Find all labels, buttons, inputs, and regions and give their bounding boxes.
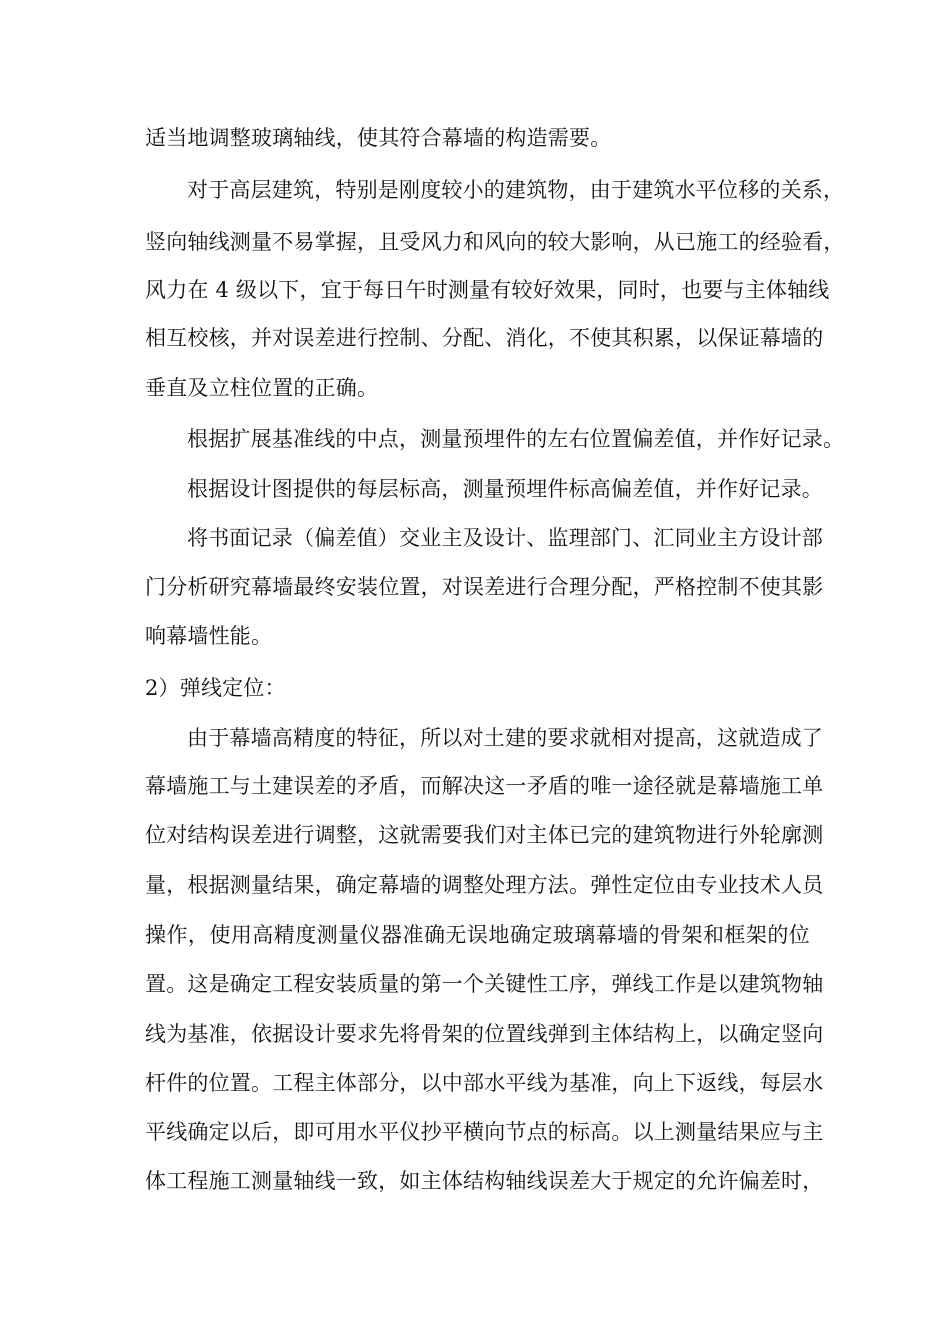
paragraph-line: 线为基准，依据设计要求先将骨架的位置线弹到主体结构上，以确定竖向 (145, 1022, 824, 1046)
paragraph-line: 位对结构误差进行调整，这就需要我们对主体已完的建筑物进行外轮廓测 (145, 823, 824, 847)
paragraph-line: 平线确定以后，即可用水平仪抄平横向节点的标高。以上测量结果应与主 (145, 1120, 824, 1144)
paragraph-line: 垂直及立柱位置的正确。 (145, 376, 379, 400)
paragraph-line: 置。这是确定工程安装质量的第一个关键性工序，弹线工作是以建筑物轴 (145, 972, 824, 996)
paragraph-line: 相互校核，并对误差进行控制、分配、消化，不使其积累，以保证幕墙的 (145, 326, 824, 350)
paragraph-line: 对于高层建筑，特别是刚度较小的建筑物，由于建筑水平位移的关系， (187, 178, 845, 202)
paragraph-line: 竖向轴线测量不易掌握，且受风力和风向的较大影响，从已施工的经验看， (145, 230, 845, 254)
paragraph-line: 体工程施工测量轴线一致，如主体结构轴线误差大于规定的允许偏差时， (145, 1169, 824, 1193)
paragraph-line: 量，根据测量结果，确定幕墙的调整处理方法。弹性定位由专业技术人员 (145, 873, 824, 897)
paragraph-line: 杆件的位置。工程主体部分，以中部水平线为基准，向上下返线，每层水 (145, 1071, 824, 1095)
text-line: 适当地调整玻璃轴线，使其符合幕墙的构造需要。 (145, 126, 612, 150)
paragraph-line: 操作，使用高精度测量仪器准确无误地确定玻璃幕墙的骨架和框架的位 (145, 923, 810, 947)
paragraph-line: 由于幕墙高精度的特征，所以对土建的要求就相对提高，这就造成了 (187, 726, 823, 750)
paragraph-line: 根据扩展基准线的中点，测量预埋件的左右位置偏差值，并作好记录。 (187, 427, 845, 451)
paragraph-line: 风力在 4 级以下，宜于每日午时测量有较好效果，同时，也要与主体轴线 (145, 278, 830, 302)
paragraph-line: 幕墙施工与土建误差的矛盾，而解决这一矛盾的唯一途径就是幕墙施工单 (145, 774, 824, 798)
paragraph-line: 响幕墙性能。 (145, 624, 273, 648)
paragraph-line: 根据设计图提供的每层标高，测量预埋件标高偏差值，并作好记录。 (187, 477, 823, 501)
section-heading: 2）弹线定位： (145, 676, 286, 700)
paragraph-line: 将书面记录（偏差值）交业主及设计、监理部门、汇同业主方设计部 (187, 526, 823, 550)
paragraph-line: 门分析研究幕墙最终安装位置，对误差进行合理分配，严格控制不使其影 (145, 575, 824, 599)
